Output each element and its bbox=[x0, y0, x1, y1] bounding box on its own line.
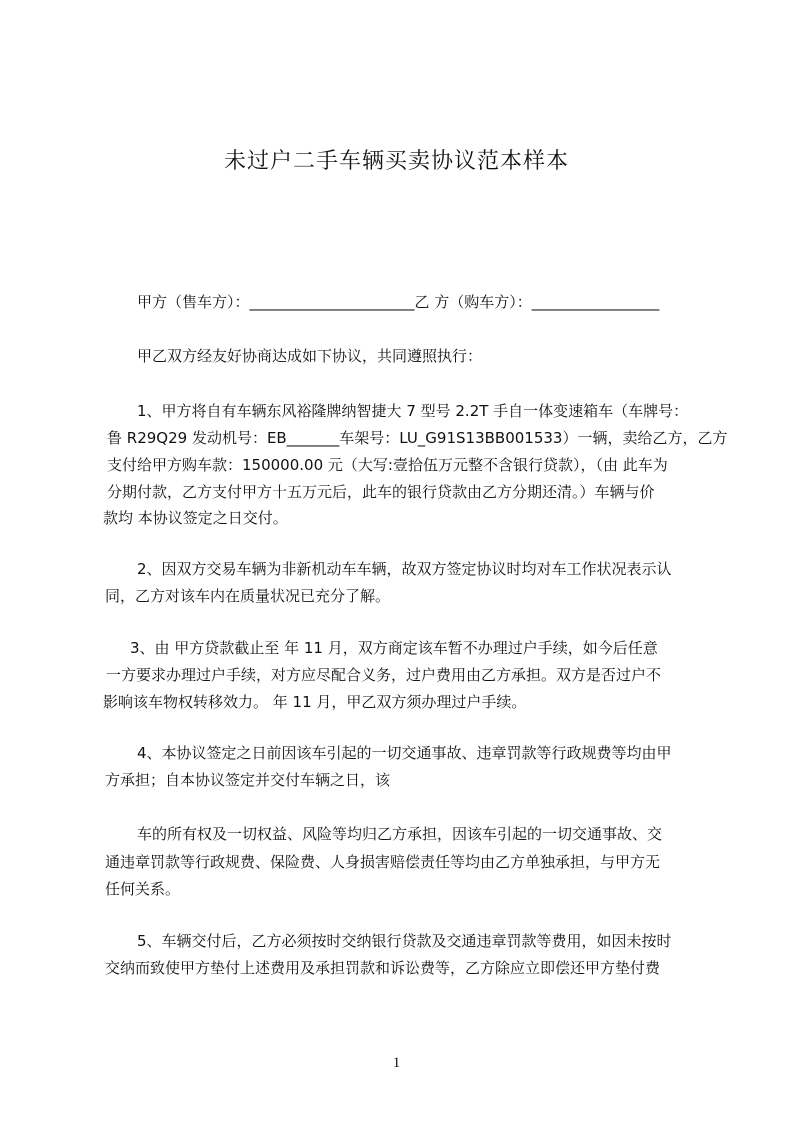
clause-line: 款均 本协议签定之日交付。 bbox=[103, 509, 288, 527]
clause-line: 分期付款，乙方支付甲方十五万元后，此车的银行贷款由乙方分期还清。）车辆与价 bbox=[107, 483, 655, 501]
clause-line: 任何关系。 bbox=[105, 880, 181, 898]
clause-line: 车的所有权及一切权益、风险等均归乙方承担，因该车引起的一切交通事故、交 bbox=[137, 825, 663, 843]
clause-line: 3、由 甲方贷款截止至 年 11 月，双方商定该车暂不办理过户手续，如今后任意 bbox=[130, 639, 658, 657]
clause-line: 同，乙方对该车内在质量状况已充分了解。 bbox=[105, 587, 391, 605]
document-title: 未过户二手车辆买卖协议范本样本 bbox=[223, 149, 569, 174]
clause-line: 交纳而致使甲方垫付上述费用及承担罚款和诉讼费等，乙方除应立即偿还甲方垫付费 bbox=[105, 959, 661, 977]
clause-line: 支付给甲方购车款：150000.00 元（大写:壹拾伍万元整不含银行贷款），（由 此车为 bbox=[107, 456, 668, 474]
parties-line: 甲方（售车方）：______________________乙 方（购车方）：_________________ bbox=[137, 293, 660, 311]
clause-line: 4、本协议签定之日前因该车引起的一切交通事故、违章罚款等行政规费等均由甲 bbox=[137, 744, 672, 762]
clause-line: 通违章罚款等行政规费、保险费、人身损害赔偿责任等均由乙方单独承担，与甲方无 bbox=[105, 853, 661, 871]
intro-paragraph: 甲乙双方经友好协商达成如下协议，共同遵照执行： bbox=[137, 347, 483, 365]
clause-line: 一方要求办理过户手续，对方应尽配合义务，过户费用由乙方承担。双方是否过户不 bbox=[106, 666, 662, 684]
clause-line: 2、因双方交易车辆为非新机动车车辆，故双方签定协议时均对车工作状况表示认 bbox=[137, 560, 672, 578]
clause-line: 方承担；自本协议签定并交付车辆之日，该 bbox=[105, 771, 391, 789]
clause-line: 鲁 R29Q29 发动机号：EB_______车架号：LU_G91S13BB001533）一辆，卖给乙方，乙方 bbox=[107, 429, 728, 447]
clause-line: 影响该车物权转移效力。 年 11 月，甲乙双方须办理过户手续。 bbox=[103, 693, 527, 711]
page-number: 1 bbox=[392, 1055, 401, 1071]
clause-line: 5、车辆交付后，乙方必须按时交纳银行贷款及交通违章罚款等费用，如因未按时 bbox=[137, 932, 672, 950]
clause-line: 1、甲方将自有车辆东风裕隆牌纳智捷大 7 型号 2.2T 手自一体变速箱车（车牌号： bbox=[137, 402, 689, 420]
